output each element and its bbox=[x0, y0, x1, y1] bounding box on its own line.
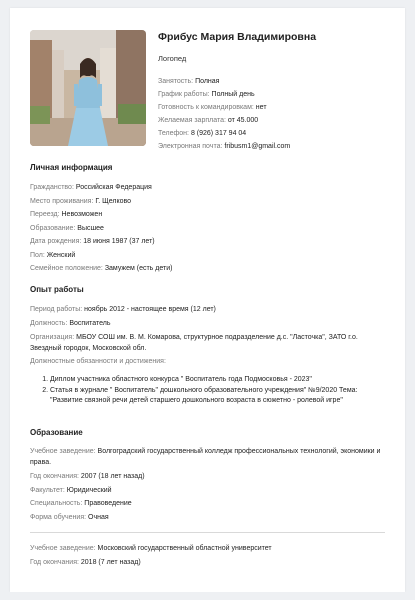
row-value: Юридический bbox=[66, 486, 112, 494]
row-label: Год окончания: bbox=[30, 473, 79, 480]
row-value: Воспитатель bbox=[69, 319, 111, 327]
info-row bbox=[30, 249, 390, 263]
row-value: 2018 (7 лет назад) bbox=[80, 558, 141, 566]
business-trips-row bbox=[158, 101, 393, 114]
info-row bbox=[30, 208, 390, 222]
row-value: Невозможен bbox=[61, 211, 103, 218]
row-label: Дата рождения: bbox=[30, 238, 82, 245]
row-label: Учебное заведение: bbox=[30, 448, 96, 455]
row-value: 18 июня 1987 (37 лет) bbox=[83, 238, 155, 245]
detail-value: Полная bbox=[195, 78, 220, 85]
row-value: Г. Щелково bbox=[95, 197, 132, 205]
row-value: Московский государственный областной университет bbox=[97, 545, 272, 552]
info-row bbox=[30, 262, 390, 276]
detail-label: Готовность к командировкам: bbox=[158, 104, 254, 111]
divider bbox=[30, 532, 385, 533]
person-name: Фрибус Мария Владимировна bbox=[158, 31, 317, 43]
phone-value[interactable]: 8 (926) 317 94 04 bbox=[190, 130, 247, 137]
row-label: Период работы: bbox=[30, 306, 83, 313]
row-label: Семейное положение: bbox=[30, 265, 103, 272]
profile-header bbox=[158, 28, 393, 153]
row-label: Должностные обязанности и достижения: bbox=[30, 358, 166, 365]
info-row bbox=[30, 222, 390, 236]
employment-row bbox=[158, 75, 393, 88]
row-label: Гражданство: bbox=[30, 184, 74, 191]
phone-row bbox=[158, 127, 393, 140]
salary-row bbox=[158, 114, 393, 127]
list-item: 1. Диплом участника областного конкурса " Воспитатель года Подмосковья - 2023" bbox=[50, 375, 390, 385]
email-value[interactable]: fribusm1@gmail.com bbox=[224, 143, 291, 150]
detail-label: График работы: bbox=[158, 91, 210, 98]
row-label: Пол: bbox=[30, 251, 45, 259]
institution-row bbox=[30, 446, 390, 468]
detail-label: Телефон: bbox=[158, 130, 189, 137]
graduation-year-row bbox=[30, 470, 390, 484]
work-experience-section bbox=[30, 285, 390, 407]
graduation-year-row bbox=[30, 556, 390, 570]
row-value: Высшее bbox=[77, 224, 104, 232]
detail-value: от 45.000 bbox=[227, 117, 259, 124]
detail-value: Полный день bbox=[211, 91, 255, 98]
row-value: Женский bbox=[46, 251, 76, 259]
row-value: МБОУ СОШ им. В. М. Комарова, структурное подразделение д.с. "Ласточка", ЗАТО г.о. Звездный городок, Московской обл. bbox=[30, 334, 358, 352]
row-label: Организация: bbox=[30, 334, 75, 341]
row-value: Правоведение bbox=[84, 500, 132, 507]
row-value: ноябрь 2012 - настоящее время (12 лет) bbox=[84, 306, 216, 313]
section-title: Образование bbox=[30, 428, 83, 437]
study-form-row bbox=[30, 511, 390, 525]
role-row bbox=[30, 317, 390, 331]
achievements-list bbox=[30, 375, 390, 406]
row-label: Специальность: bbox=[30, 500, 83, 507]
row-value: Очная bbox=[88, 513, 109, 521]
personal-info-section bbox=[30, 163, 390, 276]
specialty-row bbox=[30, 497, 390, 511]
duties-label bbox=[30, 355, 390, 369]
row-label: Образование: bbox=[30, 224, 76, 232]
schedule-row bbox=[158, 88, 393, 101]
list-item: 2. Статья в журнале " Воспитатель" дошкольного образовательного учреждения" №9/2020 Тема: "Развитие связной речи детей старшего дошкольного возраста в сюжетно - ролевой игре" bbox=[50, 386, 390, 406]
email-row bbox=[158, 140, 393, 153]
info-row bbox=[30, 181, 390, 195]
row-label: Должность: bbox=[30, 319, 68, 327]
row-value: Российская Федерация bbox=[75, 184, 152, 191]
detail-value: нет bbox=[255, 104, 267, 111]
page-footer-gap bbox=[0, 592, 415, 600]
institution-row bbox=[30, 542, 390, 556]
section-title: Опыт работы bbox=[30, 285, 84, 294]
row-label: Место проживания: bbox=[30, 197, 94, 205]
profile-photo bbox=[30, 30, 146, 146]
row-label: Учебное заведение: bbox=[30, 545, 96, 552]
detail-label: Занятость: bbox=[158, 78, 194, 85]
detail-label: Желаемая зарплата: bbox=[158, 117, 226, 124]
organization-row bbox=[30, 332, 390, 354]
position-title: Логопед bbox=[158, 54, 187, 63]
info-row bbox=[30, 235, 390, 249]
info-row bbox=[30, 195, 390, 209]
detail-label: Электронная почта: bbox=[158, 143, 223, 150]
resume-page bbox=[10, 8, 405, 592]
row-value: Замужем (есть дети) bbox=[104, 265, 173, 272]
row-label: Форма обучения: bbox=[30, 513, 87, 521]
period-row bbox=[30, 303, 390, 317]
row-value: 2007 (18 лет назад) bbox=[80, 473, 145, 480]
row-label: Год окончания: bbox=[30, 558, 79, 566]
education-section bbox=[30, 428, 390, 569]
row-label: Переезд: bbox=[30, 211, 60, 218]
section-title: Личная информация bbox=[30, 163, 113, 172]
row-label: Факультет: bbox=[30, 486, 65, 494]
row-value: Волгоградский государственный колледж профессиональных технологий, экономики и права. bbox=[30, 448, 381, 466]
faculty-row bbox=[30, 484, 390, 498]
